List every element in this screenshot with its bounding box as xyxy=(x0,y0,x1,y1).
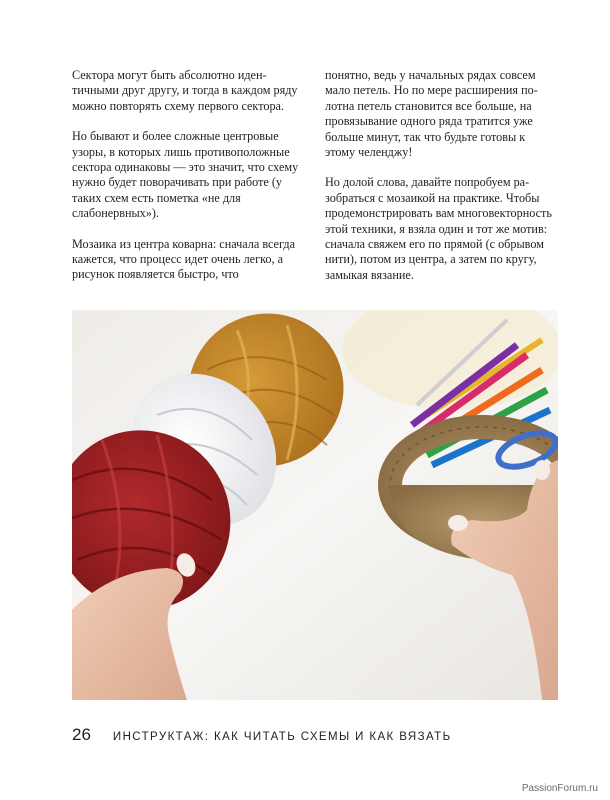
paragraph: Но бывают и более сложные центровые узоры, в которых лишь противоположные сектора одинаковы — это значит, что схему нужно будет поворачивать при работе (у таких схем есть пометка «не для слабонервных»). xyxy=(72,129,299,221)
page-number: 26 xyxy=(72,725,91,744)
paragraph: Но долой слова, давайте попробуем разобраться с мозаикой на практике. Чтобы продемонстрировать вам многовекторность этой техники, я взяла один и тот же мотив: сначала свяжем его по прямой (с обрывом нити), потом из центра, а затем по кругу, замыкая вязание. xyxy=(325,175,552,282)
right-text-column xyxy=(325,68,557,298)
paragraph: понятно, ведь у начальных рядах совсем мало петель. Но по мере расширения полотна петель становится все больше, на провязывание одного ряда тратится уже больше минут, так что будьте готовы к этому челенджу! xyxy=(325,68,538,160)
left-text-column xyxy=(72,68,304,298)
paragraph: Сектора могут быть абсолютно идентичными друг другу, и тогда в каждом ряду можно повторять схему первого сектора. xyxy=(72,68,298,113)
yarn-and-hooks-photo xyxy=(72,310,558,700)
paragraph: Мозаика из центра коварна: сначала всегда кажется, что процесс идет очень легко, а рисунок появляется быстро, что xyxy=(72,236,295,282)
running-title: ИНСТРУКТАЖ: КАК ЧИТАТЬ СХЕМЫ И КАК ВЯЗАТЬ xyxy=(112,731,452,743)
page-footer xyxy=(72,725,452,749)
watermark: PassionForum.ru xyxy=(521,783,598,794)
